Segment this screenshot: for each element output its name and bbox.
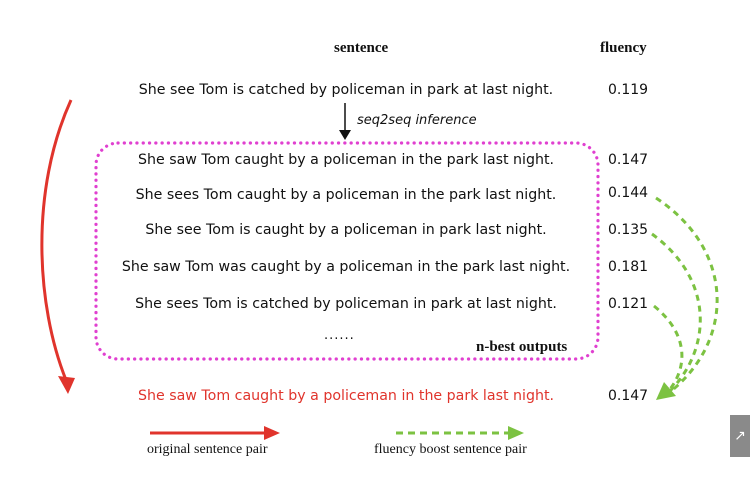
legend-red-arrow	[150, 426, 280, 440]
candidate-fluency: 0.121	[608, 296, 649, 312]
original-sentence: She see Tom is catched by policeman in park at last night.	[138, 82, 554, 98]
nbest-box	[96, 143, 598, 359]
ellipsis: ......	[324, 328, 355, 343]
candidate-sentence: She sees Tom caught by a policeman in the park last night.	[135, 187, 557, 203]
candidate-sentence: She saw Tom was caught by a policeman in the park last night.	[121, 259, 571, 275]
candidate-fluency: 0.147	[608, 152, 649, 168]
result-sentence: She saw Tom caught by a policeman in the park last night.	[137, 388, 555, 404]
candidate-sentence: She see Tom is caught by a policeman in park last night.	[145, 222, 547, 238]
candidate-sentence: She sees Tom is catched by policeman in park at last night.	[135, 296, 557, 312]
candidate-fluency: 0.135	[608, 222, 649, 238]
candidate-fluency: 0.181	[608, 259, 649, 275]
sentence-header: sentence	[334, 40, 389, 56]
fluency-header: fluency	[600, 40, 647, 56]
seq2seq-arrow	[339, 103, 351, 140]
result-fluency: 0.147	[608, 388, 649, 404]
legend-green-arrow	[396, 426, 524, 440]
red-curved-arrow	[42, 100, 75, 394]
candidate-fluency: 0.144	[608, 185, 649, 201]
legend-fluency-boost-label: fluency boost sentence pair	[374, 442, 527, 457]
legend-original-pair-label: original sentence pair	[147, 442, 268, 457]
share-icon[interactable]: ↗	[730, 415, 750, 457]
original-fluency: 0.119	[608, 82, 649, 98]
green-dashed-arrows	[652, 198, 717, 394]
candidate-sentence: She saw Tom caught by a policeman in the park last night.	[137, 152, 555, 168]
nbest-outputs-label: n-best outputs	[476, 339, 568, 355]
seq2seq-inference-label: seq2seq inference	[357, 113, 477, 128]
